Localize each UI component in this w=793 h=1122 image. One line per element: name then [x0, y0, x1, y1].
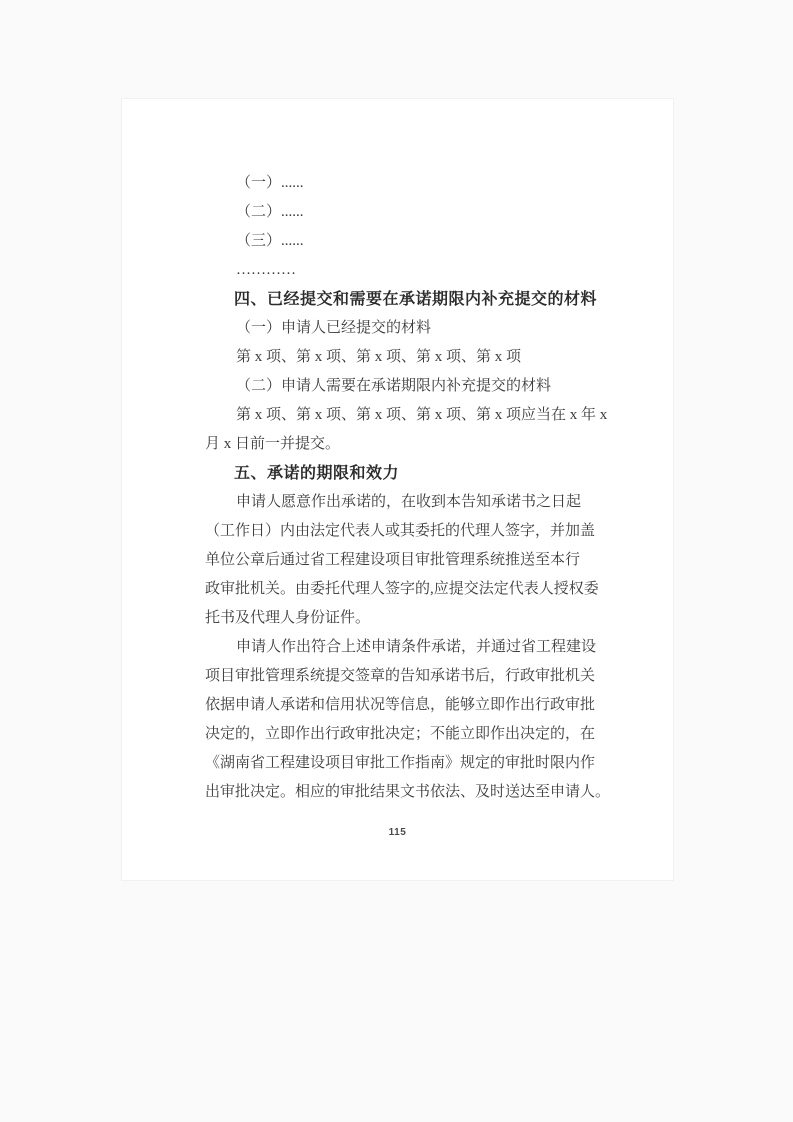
document-line: 依据申请人承诺和信用状况等信息，能够立即作出行政审批	[205, 697, 596, 713]
document-line: 申请人作出符合上述申请条件承诺，并通过省工程建设	[236, 639, 597, 655]
document-text-block	[205, 169, 611, 807]
document-line: 月 x 日前一并提交。	[205, 436, 341, 452]
document-line: 项目审批管理系统提交签章的告知承诺书后，行政审批机关	[205, 668, 596, 684]
document-line: （一）申请人已经提交的材料	[236, 320, 432, 336]
document-line: 第 x 项、第 x 项、第 x 项、第 x 项、第 x 项应当在 x 年 x	[236, 407, 608, 423]
document-line: （二）申请人需要在承诺期限内补充提交的材料	[236, 378, 552, 394]
document-line: 出审批决定。相应的审批结果文书依法、及时送达至申请人。	[205, 784, 611, 800]
document-line: （工作日）内由法定代表人或其委托的代理人签字，并加盖	[205, 523, 596, 539]
document-line: 申请人愿意作出承诺的，在收到本告知承诺书之日起	[236, 494, 582, 510]
page-number: 115	[388, 827, 407, 838]
document-line: （一）......	[236, 175, 304, 191]
document-line: 单位公章后通过省工程建设项目审批管理系统推送至本行	[205, 552, 581, 568]
document-page	[122, 99, 673, 880]
document-line: 《湖南省工程建设项目审批工作指南》规定的审批时限内作	[205, 755, 596, 771]
document-line: …………	[236, 262, 296, 278]
document-line: 政审批机关。由委托代理人签字的,应提交法定代表人授权委	[205, 581, 599, 597]
document-line: （二）......	[236, 204, 304, 220]
document-line: （三）......	[236, 233, 304, 249]
document-line: 四、已经提交和需要在承诺期限内补充提交的材料	[234, 291, 598, 308]
document-line: 五、承诺的期限和效力	[234, 465, 400, 482]
document-line: 第 x 项、第 x 项、第 x 项、第 x 项、第 x 项	[236, 349, 522, 365]
document-line: 托书及代理人身份证件。	[205, 610, 371, 626]
document-line: 决定的，立即作出行政审批决定；不能立即作出决定的，在	[205, 726, 596, 742]
